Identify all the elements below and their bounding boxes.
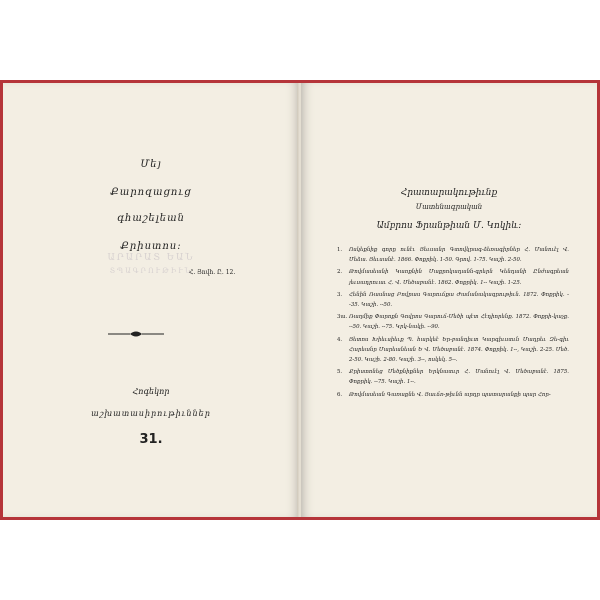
list-item	[337, 367, 569, 387]
list-item	[337, 390, 569, 400]
series-number: 31.	[139, 432, 163, 447]
list-item	[337, 290, 569, 310]
ornament-rule-icon	[106, 329, 166, 339]
title-line-1: Մեյ	[140, 159, 162, 170]
entry-number: 4.	[337, 336, 343, 343]
author-line: Ամբրոս Ֆրանթիան Մ. Կոկիև:	[376, 221, 522, 231]
entry-text: Քրիստոնեց Մեծքնիքներ Երկնատւր Հ. Մանուէլ Վ. Մեծաբանէ. 1875. Փոքրիկ. --75. Կաշի. 1--.	[349, 369, 569, 386]
entry-text: Հենին Ռասնաց Բովրաս Գարուճքա Ժամանակագրութիւն. 1872. Փոքրիկ. --35. Կաշի. --50.	[349, 291, 569, 309]
series-title: աշխատասիրութիւններ	[91, 409, 211, 418]
publications-subheading: Մատենագրական	[415, 203, 483, 211]
list-item	[337, 245, 569, 265]
entry-text: Ռաղմիք Փարոքն Գովրոս Գարուճ-Մեծի պէտ Հէդիորենք. 1872. Փոքրի-կաչք. --50. Կաշի. --75. Կրկ-նակի. --90.	[349, 314, 569, 331]
left-page	[3, 83, 299, 517]
list-item	[337, 312, 569, 332]
entry-number: 3.	[337, 291, 343, 298]
show-through-text-1: ԱՐԱՐԱՏ ԵԱՆ	[107, 253, 195, 263]
entry-number: 5.	[337, 369, 343, 376]
publications-heading: Հրատարակութիւնք	[400, 188, 498, 198]
show-through-text-2: ՏՊԱԳՐՈՒԹԻՒՆ	[109, 267, 193, 275]
entry-number: 1.	[337, 247, 343, 253]
list-item	[337, 335, 569, 366]
entry-number: 2.	[337, 269, 343, 276]
list-item	[337, 267, 569, 287]
entry-number: 3ա.	[337, 314, 348, 321]
entry-text: Թովմասեանի Կառքնին Մաքրոկադանն-գրերն Կենդանի Ընժագրեան յեւսադրուաւ Հ. Վ. Մեծաբանէ. 1862. Փոքրիկ. 1-- Կաշի. 1-25.	[349, 269, 569, 286]
series-label: Հոգեկոր	[132, 387, 170, 396]
title-line-2: Քարոզացուց	[110, 187, 192, 198]
entry-text: Յետոս Խիեւսիեւք Պ. հարկեէ Եր-բանդիւտ Կարգիւստւն Մադրեւ Զե-գիւ Հարեանր Մարեանեան Ե Վ. Մեծաբանէ. 1874. Փոքրիկ. 1--, Կաշի. 2-25. Մեծ. 2-50. Կաշի. 2-80. Կաշի. 3--, ոսկեկ. 5--.	[349, 336, 569, 364]
publication-list	[337, 245, 569, 402]
scripture-reference: Հ. Յովհ. Ը. 12.	[189, 269, 236, 276]
title-line-3: գհաշելեան	[117, 213, 185, 224]
entry-number: 6.	[337, 391, 343, 398]
title-line-4: Քրիստոս:	[120, 241, 182, 252]
right-page	[301, 83, 597, 517]
entry-text: Թովմասեան Գառաքնե Վ. Յաւճռ-թիւնն արդր պատարանքի պար Հոր-	[349, 391, 551, 398]
entry-text: Ոսկեքնիք գորը ունէւ Յեւսանր Գտովկրագ-ձեռագիրներ Հ. Մանուէլ Վ. Մեձա. Յեւսանէ. 1866. Փոքրիկ. 1-50. Գրով. 1-75. Կաշի. 2-50.	[349, 247, 569, 264]
